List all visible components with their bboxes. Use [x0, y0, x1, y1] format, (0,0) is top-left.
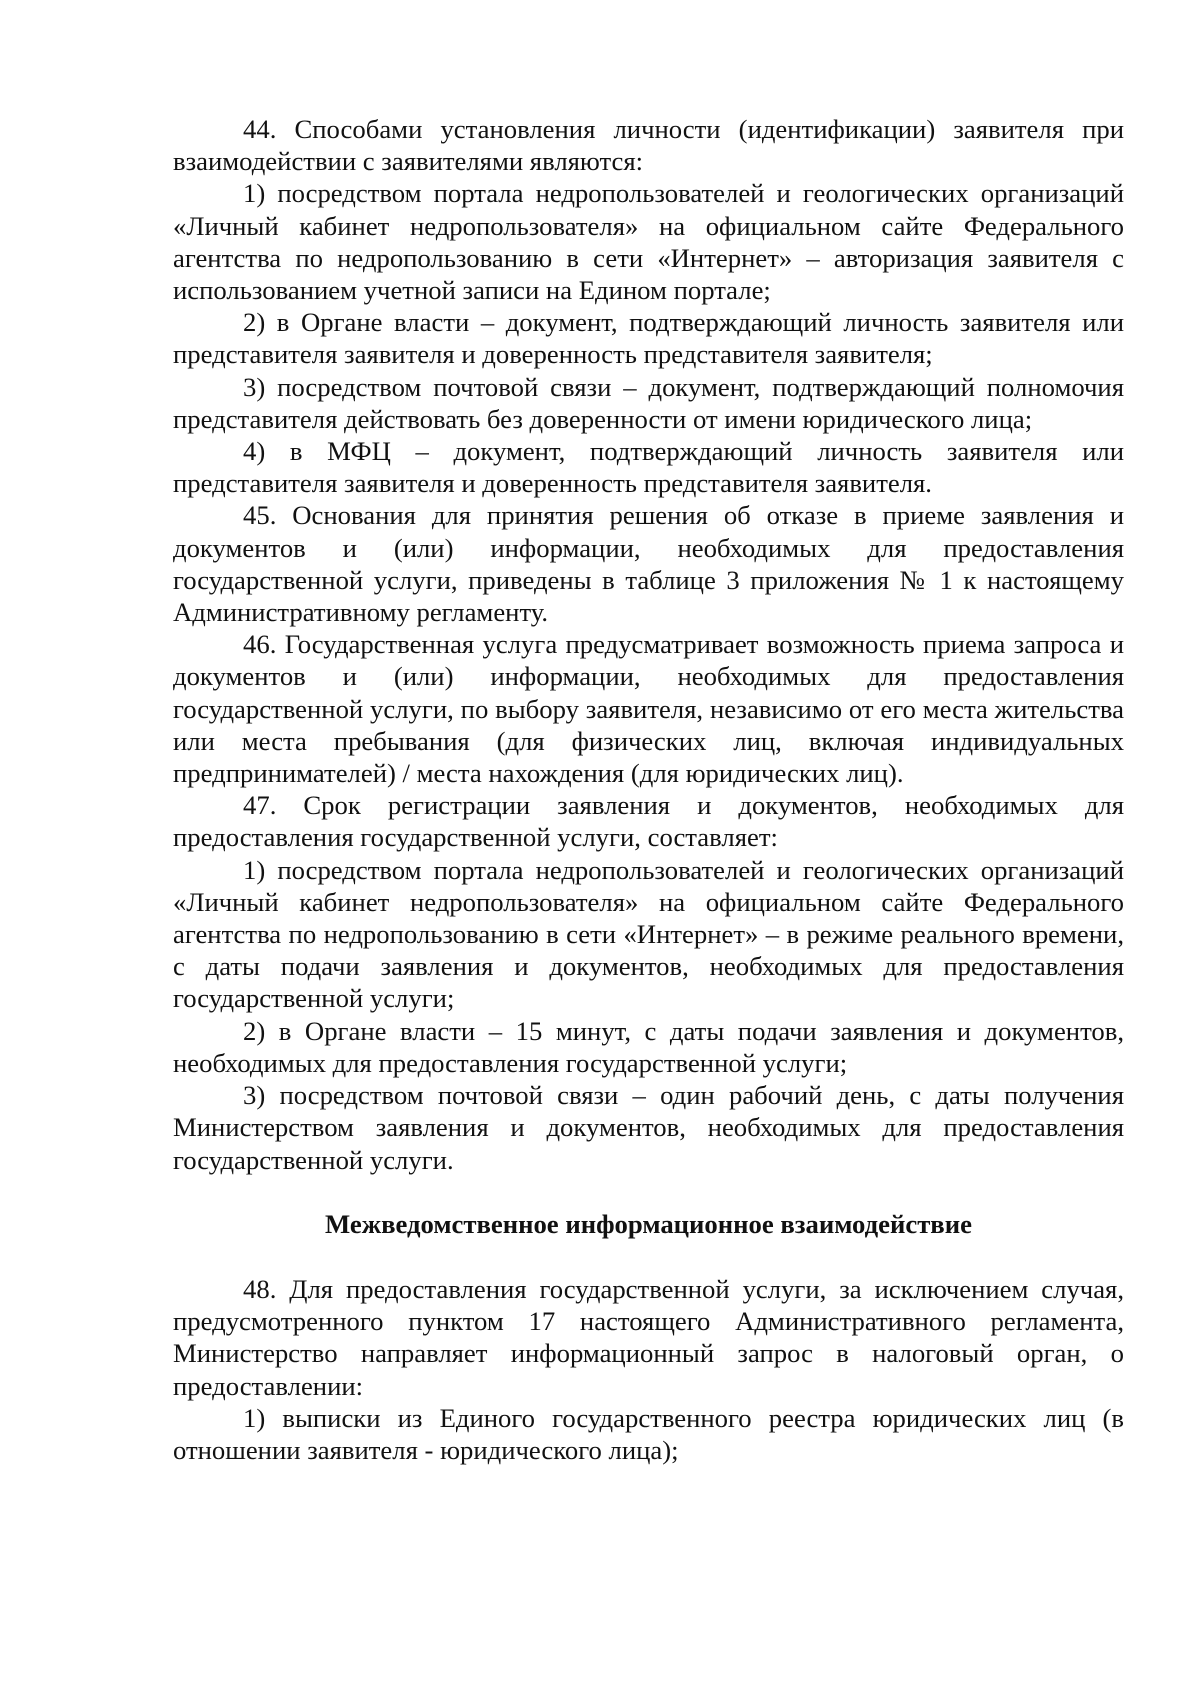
- paragraph-45: 45. Основания для принятия решения об отказе в приеме заявления и документов и (или) информации, необходимых для предоставления государственной услуги, приведены в таблице 3 приложения № 1 к настоящему Административному регламенту.: [173, 500, 1124, 628]
- document-body: [173, 113, 1124, 1466]
- paragraph-47-item-3: 3) посредством почтовой связи – один рабочий день, с даты получения Министерством заявления и документов, необходимых для предоставления государственной услуги.: [173, 1080, 1124, 1175]
- paragraph-48-item-1: 1) выписки из Единого государственного реестра юридических лиц (в отношении заявителя - юридического лица);: [173, 1402, 1124, 1465]
- paragraph-44-item-1: 1) посредством портала недропользователей и геологических организаций «Личный кабинет недропользователя» на официальном сайте Федерального агентства по недропользованию в сети «Интернет» – авторизация заявителя с использованием учетной записи на Едином портале;: [173, 178, 1124, 306]
- paragraph-44-item-2: 2) в Органе власти – документ, подтверждающий личность заявителя или представителя заявителя и доверенность представителя заявителя;: [173, 307, 1124, 370]
- section-heading: Межведомственное информационное взаимодействие: [325, 1208, 972, 1239]
- paragraph-44: 44. Способами установления личности (идентификации) заявителя при взаимодействии с заявителями являются:: [173, 114, 1124, 177]
- paragraph-47-item-2: 2) в Органе власти – 15 минут, с даты подачи заявления и документов, необходимых для предоставления государственной услуги;: [173, 1015, 1124, 1078]
- paragraph-44-item-3: 3) посредством почтовой связи – документ, подтверждающий полномочия представителя действовать без доверенности от имени юридического лица;: [173, 371, 1124, 434]
- paragraph-44-item-4: 4) в МФЦ – документ, подтверждающий личность заявителя или представителя заявителя и доверенность представителя заявителя.: [173, 436, 1124, 499]
- paragraph-46: 46. Государственная услуга предусматривает возможность приема запроса и документов и (или) информации, необходимых для предоставления государственной услуги, по выбору заявителя, независимо от его места жительства или места пребывания (для физических лиц, включая индивидуальных предпринимателей) / места нахождения (для юридических лиц).: [173, 629, 1124, 789]
- paragraph-47-item-1: 1) посредством портала недропользователей и геологических организаций «Личный кабинет недропользователя» на официальном сайте Федерального агентства по недропользованию в сети «Интернет» – в режиме реального времени, с даты подачи заявления и документов, необходимых для предоставления государственной услуги;: [173, 854, 1124, 1014]
- paragraph-48: 48. Для предоставления государственной услуги, за исключением случая, предусмотренного пунктом 17 настоящего Административного регламента, Министерство направляет информационный запрос в налоговый орган, о предоставлении:: [173, 1273, 1124, 1401]
- paragraph-47: 47. Срок регистрации заявления и документов, необходимых для предоставления государственной услуги, составляет:: [173, 790, 1124, 853]
